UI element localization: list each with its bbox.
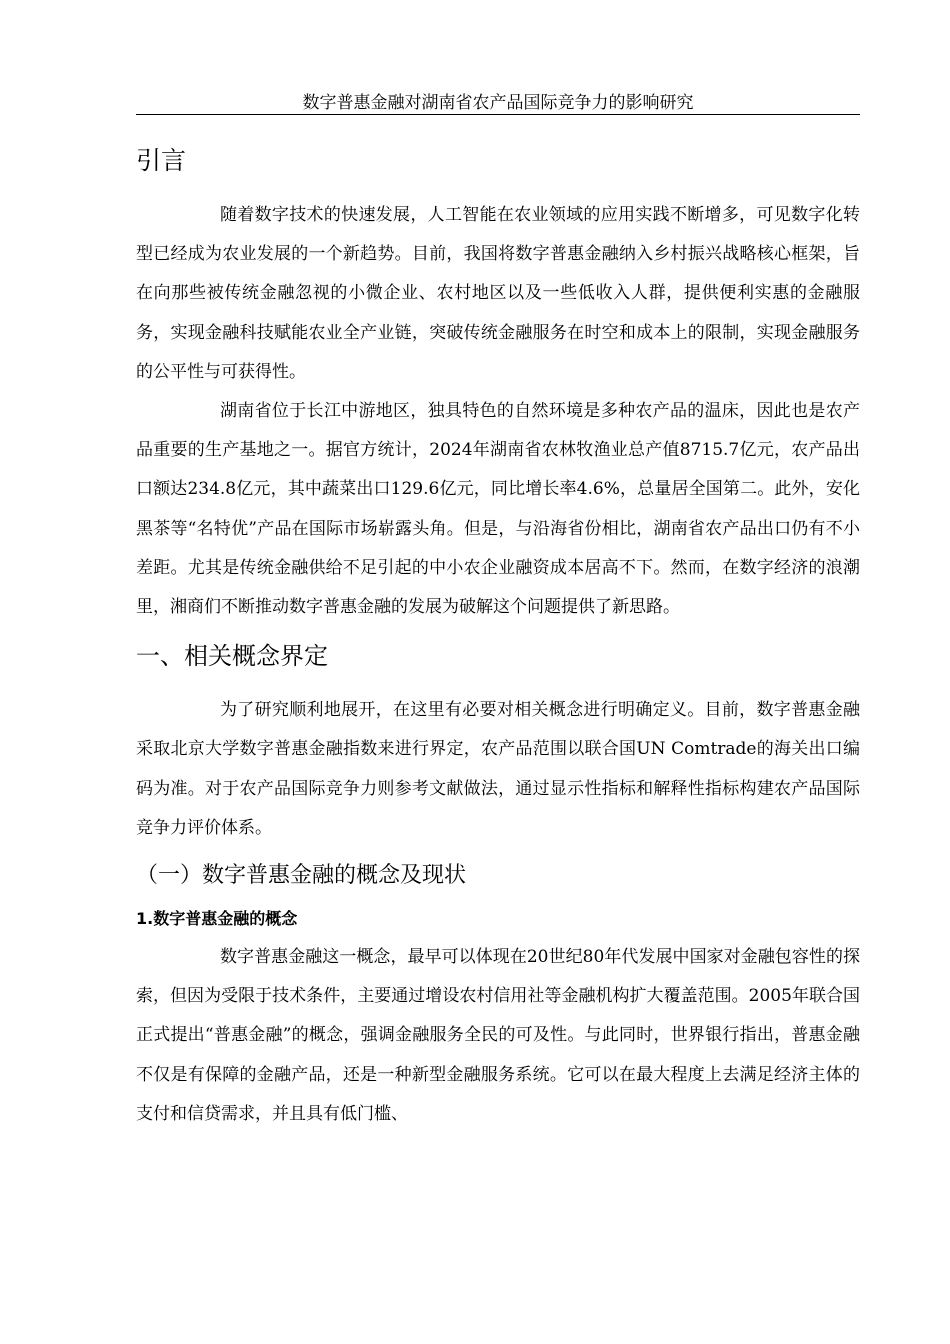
header-rule [136, 114, 860, 115]
intro-paragraph-1: 随着数字技术的快速发展，人工智能在农业领域的应用实践不断增多，可见数字化转型已经成为农业发展的一个新趋势。目前，我国将数字普惠金融纳入乡村振兴战略核心框架，旨在向那些被传统金融忽视的小微企业、农村地区以及一些低收入人群，提供便利实惠的金融服务，实现金融科技赋能农业全产业链，突破传统金融服务在时空和成本上的限制，实现金融服务的公平性与可获得性。 [136, 205, 860, 382]
running-header: 数字普惠金融对湖南省农产品国际竞争力的影响研究 [302, 93, 694, 113]
section-1-paragraph-1: 为了研究顺利地展开，在这里有必要对相关概念进行明确定义。目前，数字普惠金融采取北京大学数字普惠金融指数来进行界定，农产品范围以联合国UN Comtrade的海关出口编码为准。对于农产品国际竞争力则参考文献做法，通过显示性指标和解释性指标构建农产品国际竞争力评价体系。 [136, 700, 860, 838]
document-body [136, 142, 860, 1134]
subsection-1-subheading: 1.数字普惠金融的概念 [136, 909, 298, 929]
subsection-1-paragraph-1: 数字普惠金融这一概念，最早可以体现在20世纪80年代发展中国家对金融包容性的探索，但因为受限于技术条件，主要通过增设农村信用社等金融机构扩大覆盖范围。2005年联合国正式提出“普惠金融”的概念，强调金融服务全民的可及性。与此同时，世界银行指出，普惠金融不仅是有保障的金融产品，还是一种新型金融服务系统。它可以在最大程度上去满足经济主体的支付和信贷需求，并且具有低门槛、 [136, 947, 860, 1124]
section-1-heading: 一、相关概念界定 [136, 642, 328, 671]
subsection-1-heading: （一）数字普惠金融的概念及现状 [136, 863, 467, 889]
intro-paragraph-2: 湖南省位于长江中游地区，独具特色的自然环境是多种农产品的温床，因此也是农产品重要的生产基地之一。据官方统计，2024年湖南省农林牧渔业总产值8715.7亿元，农产品出口额达234.8亿元，其中蔬菜出口129.6亿元，同比增长率4.6%，总量居全国第二。此外，安化黑茶等“名特优”产品在国际市场崭露头角。但是，与沿海省份相比，湖南省农产品出口仍有不小差距。尤其是传统金融供给不足引起的中小农企业融资成本居高不下。然而，在数字经济的浪潮里，湘商们不断推动数字普惠金融的发展为破解这个问题提供了新思路。 [136, 401, 860, 618]
intro-heading: 引言 [136, 146, 187, 175]
